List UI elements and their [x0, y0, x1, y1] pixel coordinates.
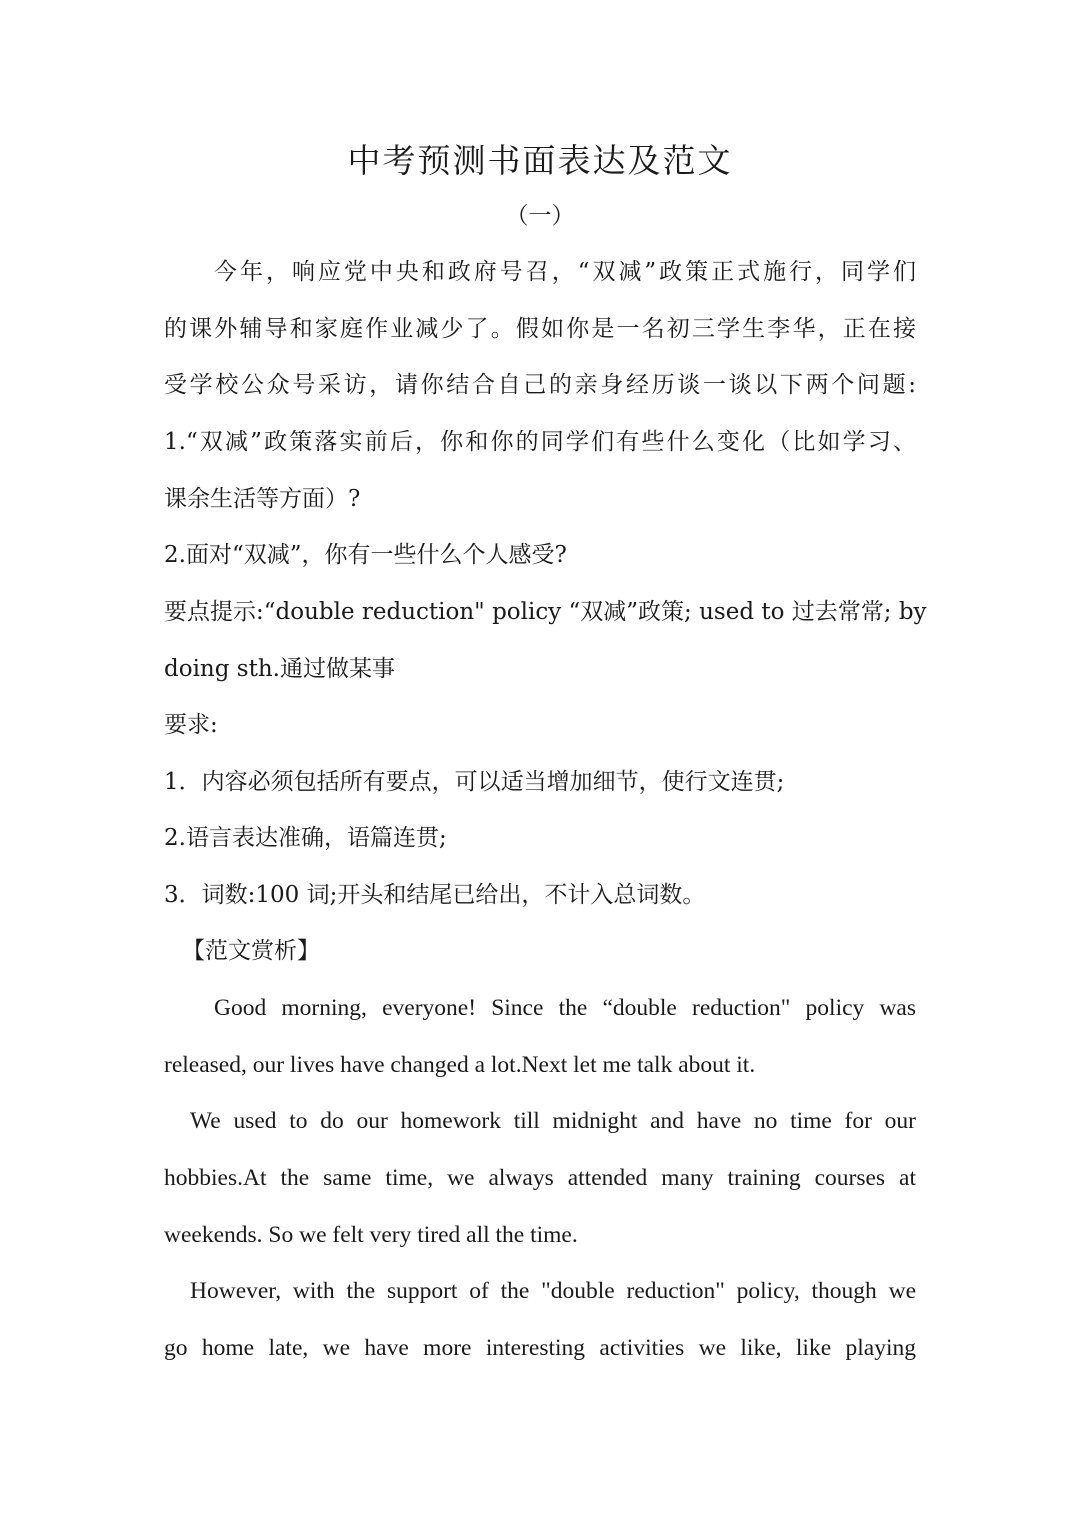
- essay-line: released, our lives have changed a lot.Next let me talk about it.: [164, 1052, 756, 1078]
- question-item: 2.面对“双减”，你有一些什么个人感受?: [164, 542, 567, 568]
- requirement-item: 3．词数:100 词;开头和结尾已给出，不计入总词数。: [164, 882, 706, 908]
- prompt-line: 的课外辅导和家庭作业减少了。假如你是一名初三学生李华，正在接: [164, 316, 916, 342]
- essay-line: We used to do our homework till midnight and have no time for our: [190, 1108, 916, 1134]
- requirement-item: 1．内容必须包括所有要点，可以适当增加细节，使行文连贯;: [164, 769, 785, 795]
- essay-line: weekends. So we felt very tired all the time.: [164, 1222, 578, 1248]
- essay-line: However, with the support of the "double reduction" policy, though we: [190, 1278, 916, 1304]
- question-item: 课余生活等方面）?: [164, 486, 361, 512]
- hint-line: doing sth.通过做某事: [164, 656, 395, 682]
- question-item: 1.“双减”政策落实前后，你和你的同学们有些什么变化（比如学习、: [164, 429, 916, 455]
- prompt-line: 受学校公众号采访，请你结合自己的亲身经历谈一谈以下两个问题:: [164, 372, 916, 398]
- hint-line: 要点提示:“double reduction" policy “双减”政策; used to 过去常常; by: [164, 599, 927, 625]
- prompt-line: 今年，响应党中央和政府号召，“双减”政策正式施行，同学们: [214, 259, 916, 285]
- sample-heading: 【范文赏析】: [182, 938, 320, 964]
- essay-line: go home late, we have more interesting activities we like, like playing: [164, 1335, 916, 1361]
- document-title: 中考预测书面表达及范文: [347, 141, 733, 180]
- section-number: （一）: [505, 203, 575, 229]
- essay-line: hobbies.At the same time, we always attended many training courses at: [164, 1165, 916, 1191]
- requirement-item: 2.语言表达准确，语篇连贯;: [164, 825, 447, 851]
- requirements-heading: 要求:: [164, 712, 218, 738]
- essay-line: Good morning, everyone! Since the “double reduction" policy was: [214, 995, 916, 1021]
